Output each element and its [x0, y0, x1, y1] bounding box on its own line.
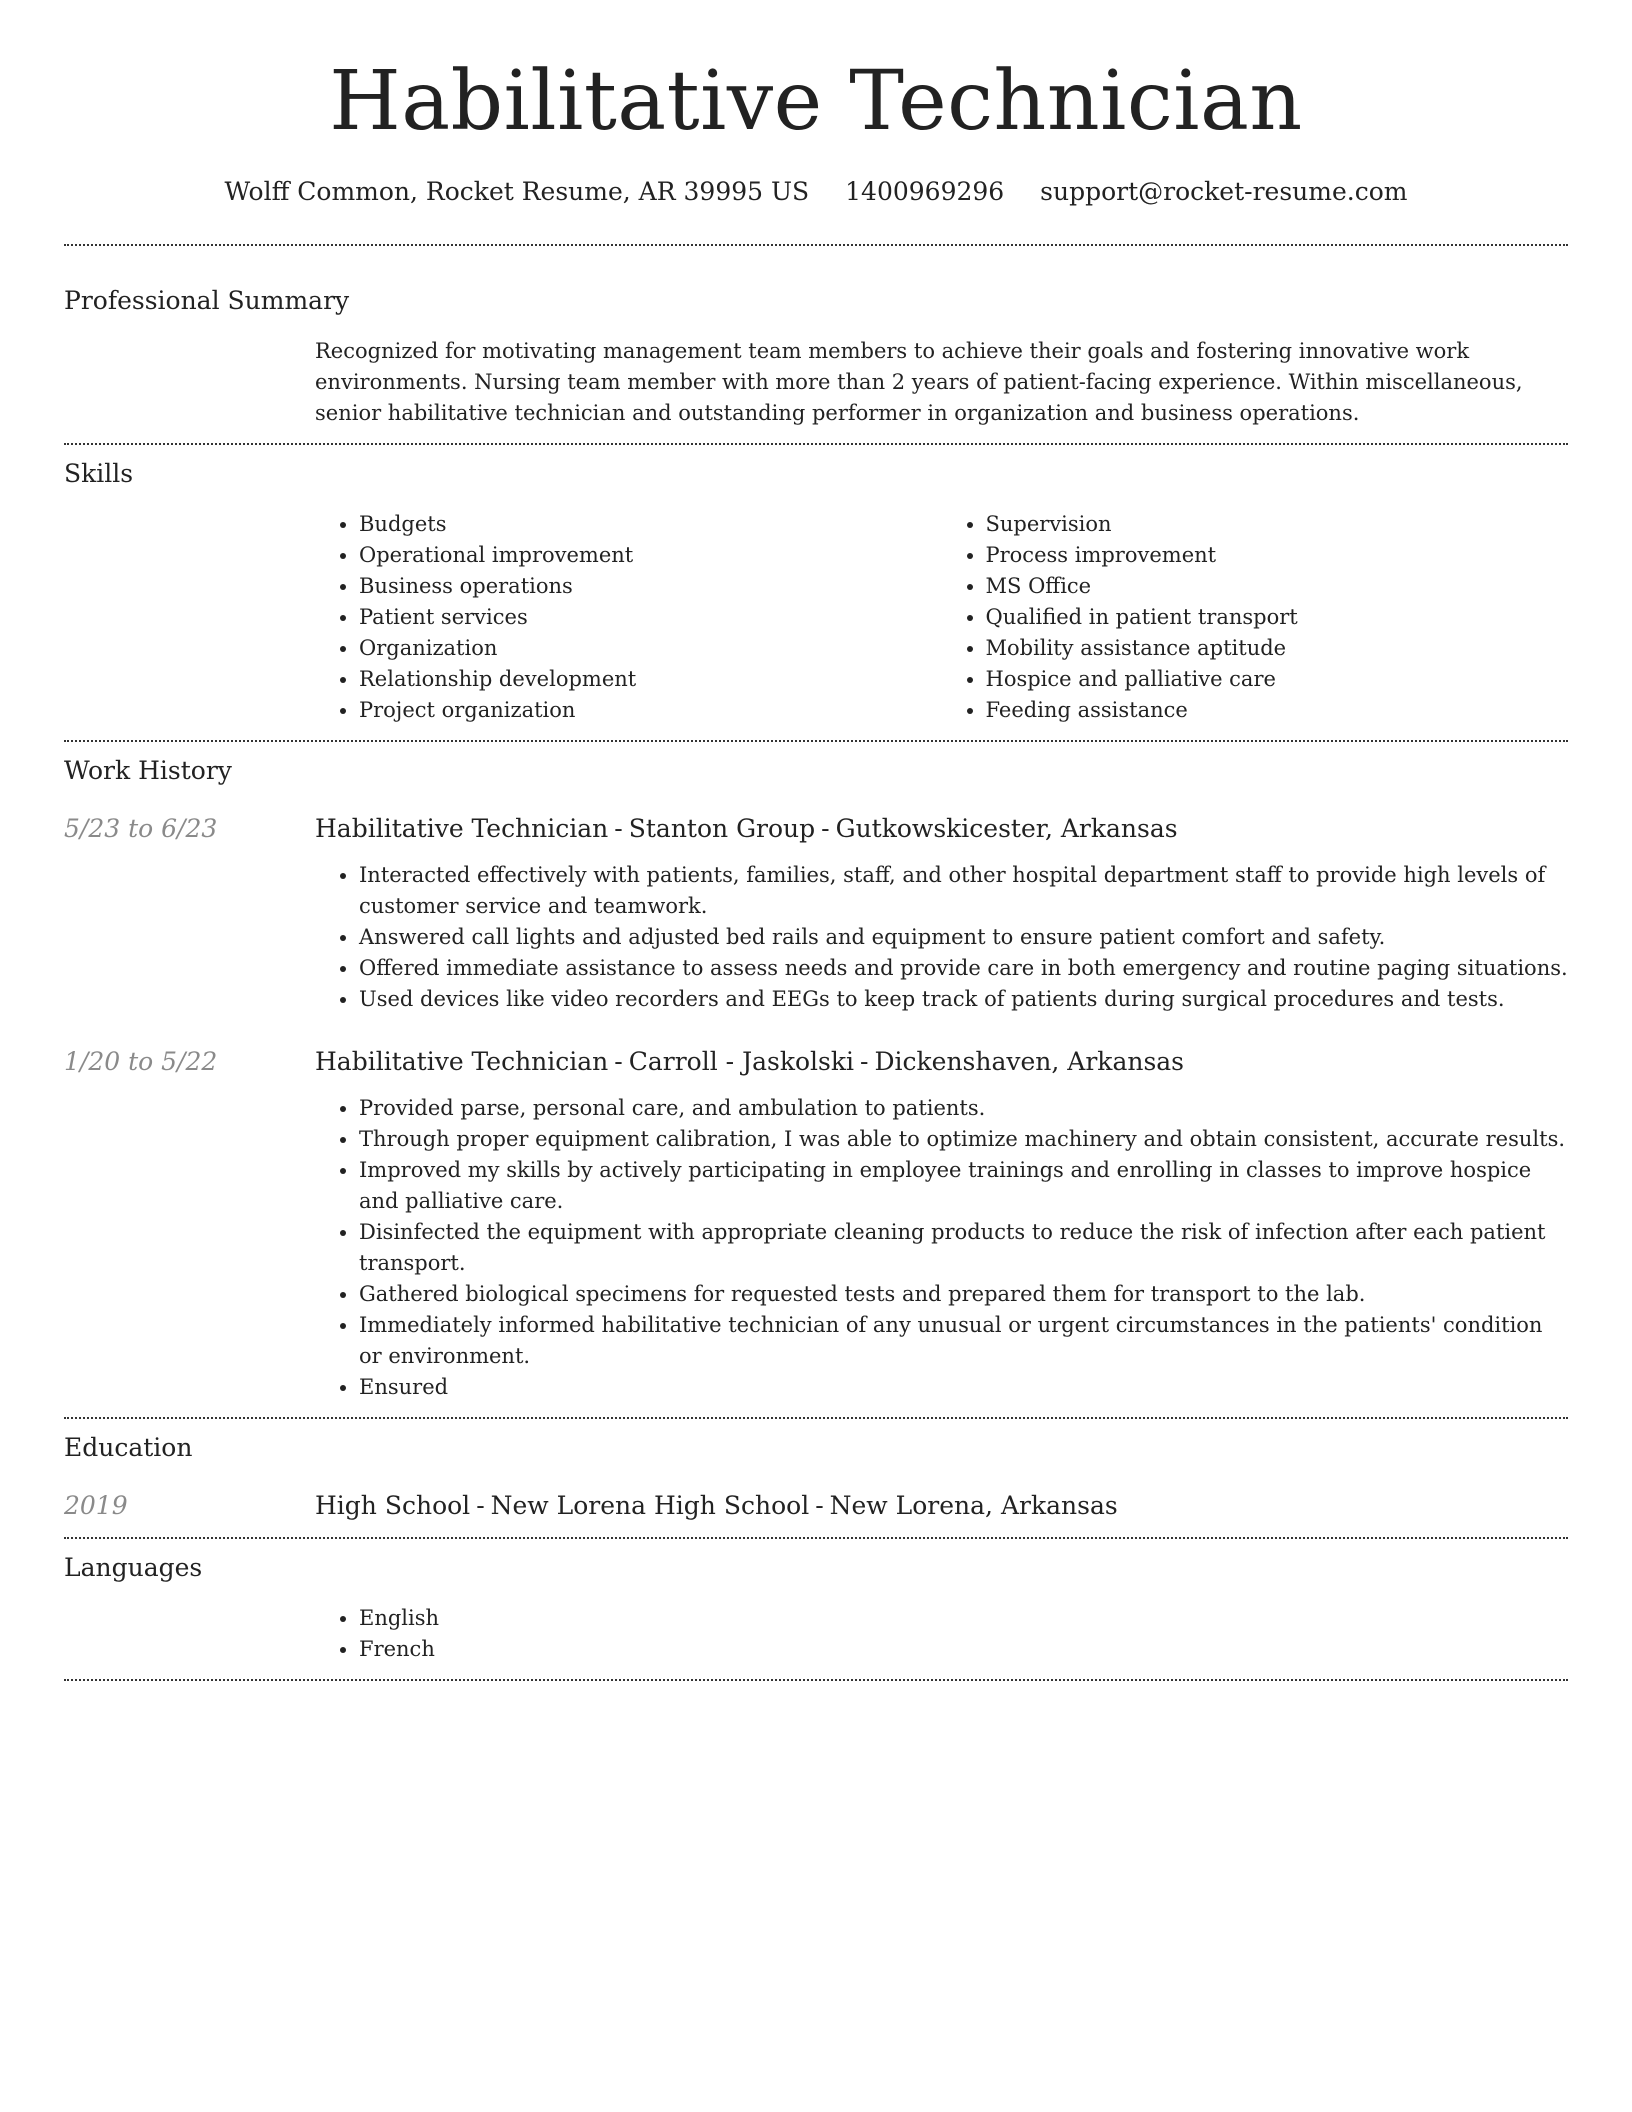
- job-dates: 5/23 to 6/23: [64, 814, 218, 843]
- job-bullet-list: [315, 860, 1568, 1015]
- job-company: Carroll - Jaskolski: [628, 1047, 854, 1076]
- languages-section-title: Languages: [64, 1553, 203, 1582]
- summary-content: [315, 336, 1568, 429]
- education-heading: [315, 1489, 1568, 1523]
- contact-phone: 1400969296: [845, 177, 1005, 206]
- job-bullet: • Offered immediate assistance to assess needs and provide care in both emergency and routine paging situations.: [359, 953, 1568, 984]
- skill-item: • Business operations: [359, 571, 942, 602]
- separator: -: [614, 814, 623, 843]
- education-section-title: Education: [64, 1433, 193, 1462]
- languages-section: [64, 1539, 1568, 1679]
- job-bullet: • Immediately informed habilitative technician of any unusual or urgent circumstances in the patients' condition or environment.: [359, 1310, 1568, 1372]
- languages-list: [315, 1603, 1568, 1665]
- skills-grid: [315, 509, 1568, 726]
- summary-text: Recognized for motivating management team members to achieve their goals and fostering innovative work environments. Nursing team member with more than 2 years of patient-facing experience. Within miscellaneous, senior habilitative technician and outstanding performer in organization and business operations.: [315, 339, 1523, 425]
- job-bullet-list: [315, 1093, 1568, 1403]
- contact-email: support@rocket-resume.com: [1040, 177, 1408, 206]
- education-section: [64, 1419, 1568, 1537]
- job-role: Habilitative Technician: [315, 814, 609, 843]
- language-item: • French: [359, 1634, 1568, 1665]
- job-entry: [64, 812, 1568, 1015]
- job-bullets: [315, 860, 1568, 1015]
- skill-item: • Budgets: [359, 509, 942, 540]
- skill-item: • Process improvement: [986, 540, 1569, 571]
- skills-list-right: [942, 509, 1569, 726]
- job-bullet: • Provided parse, personal care, and ambulation to patients.: [359, 1093, 1568, 1124]
- job-dates: 1/20 to 5/22: [64, 1047, 218, 1076]
- education-degree: High School: [315, 1491, 471, 1520]
- work-history-section: [64, 742, 1568, 1417]
- education-entry: [64, 1489, 1568, 1523]
- job-bullet: • Interacted effectively with patients, families, staff, and other hospital department staff to provide high levels of customer service and teamwork.: [359, 860, 1568, 922]
- skill-item: • Organization: [359, 633, 942, 664]
- resume-name-title: Habilitative Technician: [329, 54, 1303, 149]
- job-company: Stanton Group: [628, 814, 816, 843]
- separator: -: [860, 1047, 869, 1076]
- section-divider: [64, 1679, 1568, 1681]
- contact-address: Wolff Common, Rocket Resume, AR 39995 US: [224, 177, 810, 206]
- skills-section-title: Skills: [64, 459, 134, 488]
- separator: -: [821, 814, 830, 843]
- skill-item: • Project organization: [359, 695, 942, 726]
- summary-section: [64, 246, 1568, 443]
- job-location: Dickenshaven, Arkansas: [874, 1047, 1185, 1076]
- skill-item: • Qualified in patient transport: [986, 602, 1569, 633]
- languages-content: [315, 1603, 1568, 1665]
- separator: -: [614, 1047, 623, 1076]
- skill-item: • Supervision: [986, 509, 1569, 540]
- education-year: 2019: [64, 1491, 128, 1520]
- skill-item: • Operational improvement: [359, 540, 942, 571]
- skills-section: [64, 445, 1568, 740]
- job-bullet: • Ensured: [359, 1372, 1568, 1403]
- summary-section-title: Professional Summary: [64, 286, 350, 315]
- job-bullet: • Through proper equipment calibration, I was able to optimize machinery and obtain consistent, accurate results.: [359, 1124, 1568, 1155]
- skill-item: • Patient services: [359, 602, 942, 633]
- job-location: Gutkowskicester, Arkansas: [835, 814, 1178, 843]
- job-bullets: [315, 1093, 1568, 1403]
- skills-list-left: [315, 509, 942, 726]
- separator: -: [815, 1491, 824, 1520]
- job-bullet: • Improved my skills by actively participating in employee trainings and enrolling in classes to improve hospice and palliative care.: [359, 1155, 1568, 1217]
- skill-item: • Relationship development: [359, 664, 942, 695]
- work-history-section-title: Work History: [64, 756, 232, 785]
- skill-item: • Feeding assistance: [986, 695, 1569, 726]
- job-role: Habilitative Technician: [315, 1047, 609, 1076]
- skill-item: • MS Office: [986, 571, 1569, 602]
- education-school: New Lorena High School: [490, 1491, 810, 1520]
- resume-page: [64, 0, 1568, 1681]
- job-entry: [64, 1045, 1568, 1403]
- job-bullet: • Answered call lights and adjusted bed rails and equipment to ensure patient comfort and safety.: [359, 922, 1568, 953]
- language-item: • English: [359, 1603, 1568, 1634]
- job-bullet: • Gathered biological specimens for requested tests and prepared them for transport to the lab.: [359, 1279, 1568, 1310]
- skill-item: • Hospice and palliative care: [986, 664, 1569, 695]
- job-heading: [315, 812, 1568, 846]
- skill-item: • Mobility assistance aptitude: [986, 633, 1569, 664]
- job-heading: [315, 1045, 1568, 1079]
- education-location: New Lorena, Arkansas: [829, 1491, 1118, 1520]
- job-bullet: • Disinfected the equipment with appropriate cleaning products to reduce the risk of infection after each patient transport.: [359, 1217, 1568, 1279]
- separator: -: [476, 1491, 485, 1520]
- job-bullet: • Used devices like video recorders and EEGs to keep track of patients during surgical procedures and tests.: [359, 984, 1568, 1015]
- contact-line: [64, 174, 1568, 210]
